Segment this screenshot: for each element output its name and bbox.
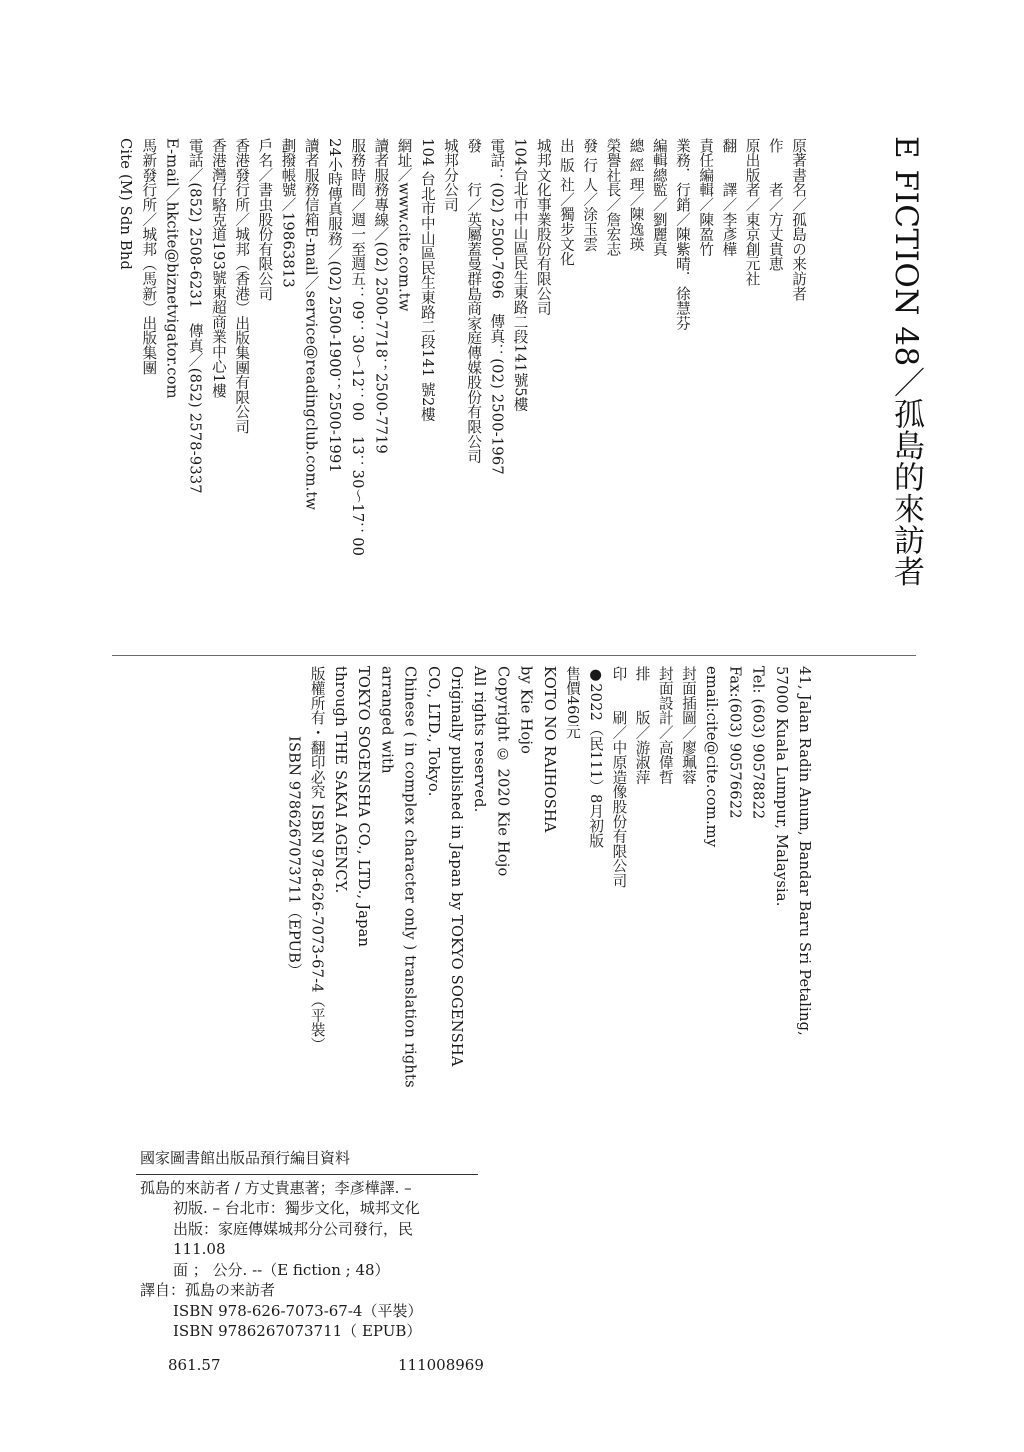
rights-isbn-epub: ISBN 9786267073711（EPUB）	[285, 736, 303, 978]
credit-marketing: 業務．行銷／陳紫晴．徐慧芬	[673, 138, 691, 331]
cip-line-pages: 面 ； 公分. --（E fiction ; 48）	[173, 1260, 390, 1279]
rights-isbn-paperback: 版權所有・翻印必究 ISBN 978-626-7073-67-4（平裝）	[308, 666, 326, 1052]
credit-website: 網址／www.cite.com.tw	[395, 138, 413, 312]
cip-heading: 國家圖書館出版品預行編目資料	[140, 1149, 351, 1167]
series-title: E FICTION 48／孤島的來訪者	[888, 136, 924, 588]
rights-cover-illustration: 封面插圖／廖珮蓉	[679, 666, 697, 785]
rights-arranged: arranged with	[378, 666, 396, 774]
rights-original-publication-2: CO., LTD., Tokyo.	[424, 666, 442, 797]
cip-classification: 861.57	[168, 1356, 221, 1374]
credit-original-publisher: 原出版者／東京創元社	[743, 138, 761, 286]
cip-line-translated-from: 譯自：孤島の来訪者	[140, 1281, 276, 1299]
credit-publisher-person: 發 行 人／涂玉雲	[581, 138, 599, 252]
cip-line-isbn-epub: ISBN 9786267073711（ EPUB）	[173, 1322, 422, 1340]
rights-typesetting: 排 版／游淑萍	[633, 666, 651, 785]
credit-general-manager: 總 經 理／陳逸瑛	[627, 138, 645, 252]
credit-distributor: 發 行／英屬蓋曼群島商家庭傳媒股份有限公司	[465, 138, 483, 464]
section-divider	[112, 655, 916, 656]
rights-price: 售價460元	[563, 666, 581, 739]
rights-my-address-1: 41, Jalan Radin Anum, Bandar Baru Sri Petaling,	[796, 666, 813, 1037]
credit-my-company: Cite (M) Sdn Bhd	[117, 138, 135, 270]
rights-my-email: email:cite@cite.com.my	[703, 666, 721, 848]
credit-honorary-president: 榮譽社長／詹宏志	[604, 138, 622, 257]
rights-my-address-2: 57000 Kuala Lumpur, Malaysia.	[772, 666, 790, 907]
credit-publishing-house: 出 版 社／獨步文化	[557, 138, 575, 267]
credit-hk-email: E-mail／hkcite@biznetvigator.com	[163, 138, 181, 399]
cip-record	[140, 1148, 500, 1342]
cip-line-date: 111.08	[173, 1240, 226, 1258]
cip-rule	[136, 1174, 478, 1175]
rights-original-publication: Originally published in Japan by TOKYO SOGENSHA	[447, 666, 465, 1067]
credit-service-line: 讀者服務專線／(02) 2500-7718；2500-7719	[372, 138, 390, 455]
cip-line-edition: 初版. – 台北市：獨步文化，城邦文化	[173, 1199, 420, 1217]
rights-arranged-company: TOKYO SOGENSHA CO., LTD., Japan	[355, 666, 373, 948]
credit-postal-account: 劃撥帳號／19863813	[279, 138, 297, 288]
credit-service-email: 讀者服務信箱E-mail／service@readingclub.com.tw	[302, 138, 320, 511]
rights-printing: 印 刷／中原造像股份有限公司	[610, 666, 628, 888]
cip-line-publisher: 出版：家庭傳媒城邦分公司發行，民	[173, 1219, 414, 1238]
credit-service-hours: 服務時間／週一至週五：09：30～12：00 13：30～17：00	[349, 138, 367, 557]
credit-author: 作 者／方丈貴恵	[766, 138, 784, 272]
rights-by-author: by Kie Hojo	[517, 666, 535, 755]
credit-fax-service: 24小時傳真服務／(02) 2500-1900；2500-1991	[325, 138, 343, 473]
rights-copyright: Copyright © 2020 Kie Hojo	[494, 666, 512, 877]
credit-original-title: 原著書名／孤島の来訪者	[790, 138, 807, 301]
rights-info	[282, 666, 816, 1088]
rights-original-title: KOTO NO RAIHOSHA	[540, 666, 558, 833]
credit-editor: 責任編輯／陳盈竹	[697, 138, 715, 257]
credit-hk-phone-fax: 電話／(852) 2508-6231 傳真／(852) 2578-9337	[186, 138, 204, 494]
rights-reserved: All rights reserved.	[471, 666, 489, 813]
credit-editorial-director: 編輯總監／劉麗真	[650, 138, 668, 257]
cip-record-number: 111008969	[398, 1356, 484, 1374]
rights-agency: through THE SAKAI AGENCY.	[331, 666, 349, 894]
credit-phone-fax: 電話：(02) 2500-7696 傳真：(02) 2500-1967	[488, 138, 506, 475]
credit-address: 104台北市中山區民生東路二段141號5樓	[511, 138, 529, 412]
cip-line-isbn-paperback: ISBN 978-626-7073-67-4（平裝）	[173, 1301, 423, 1320]
credit-hk-address: 香港灣仔駱克道193號東超商業中心1樓	[209, 138, 227, 398]
rights-edition: ●2022（民111）8月初版	[587, 666, 605, 848]
credit-translator: 翻 譯／李彥樺	[720, 138, 738, 257]
credit-account-name: 戶名／書虫股份有限公司	[256, 138, 274, 301]
rights-my-fax: Fax:(603) 90576622	[726, 666, 744, 819]
rights-my-tel: Tel: (603) 90578822	[749, 666, 767, 820]
credit-company: 城邦文化事業股份有限公司	[534, 138, 552, 316]
rights-cover-design: 封面設計／高偉哲	[656, 666, 674, 785]
cip-line-title: 孤島的來訪者 / 方丈貴惠著；李彥樺譯. –	[140, 1178, 412, 1197]
publication-credits	[114, 138, 810, 556]
credit-branch: 城邦分公司	[441, 138, 459, 212]
credit-hk-distributor: 香港發行所／城邦（香港）出版集團有限公司	[233, 138, 251, 434]
rights-translation: Chinese ( in complex character only ) translation rights	[401, 666, 419, 1088]
credit-branch-address: 104 台北市中山區民生東路二段141 號2樓	[418, 138, 436, 422]
credit-my-distributor: 馬新發行所／城邦（馬新）出版集團	[140, 138, 158, 375]
